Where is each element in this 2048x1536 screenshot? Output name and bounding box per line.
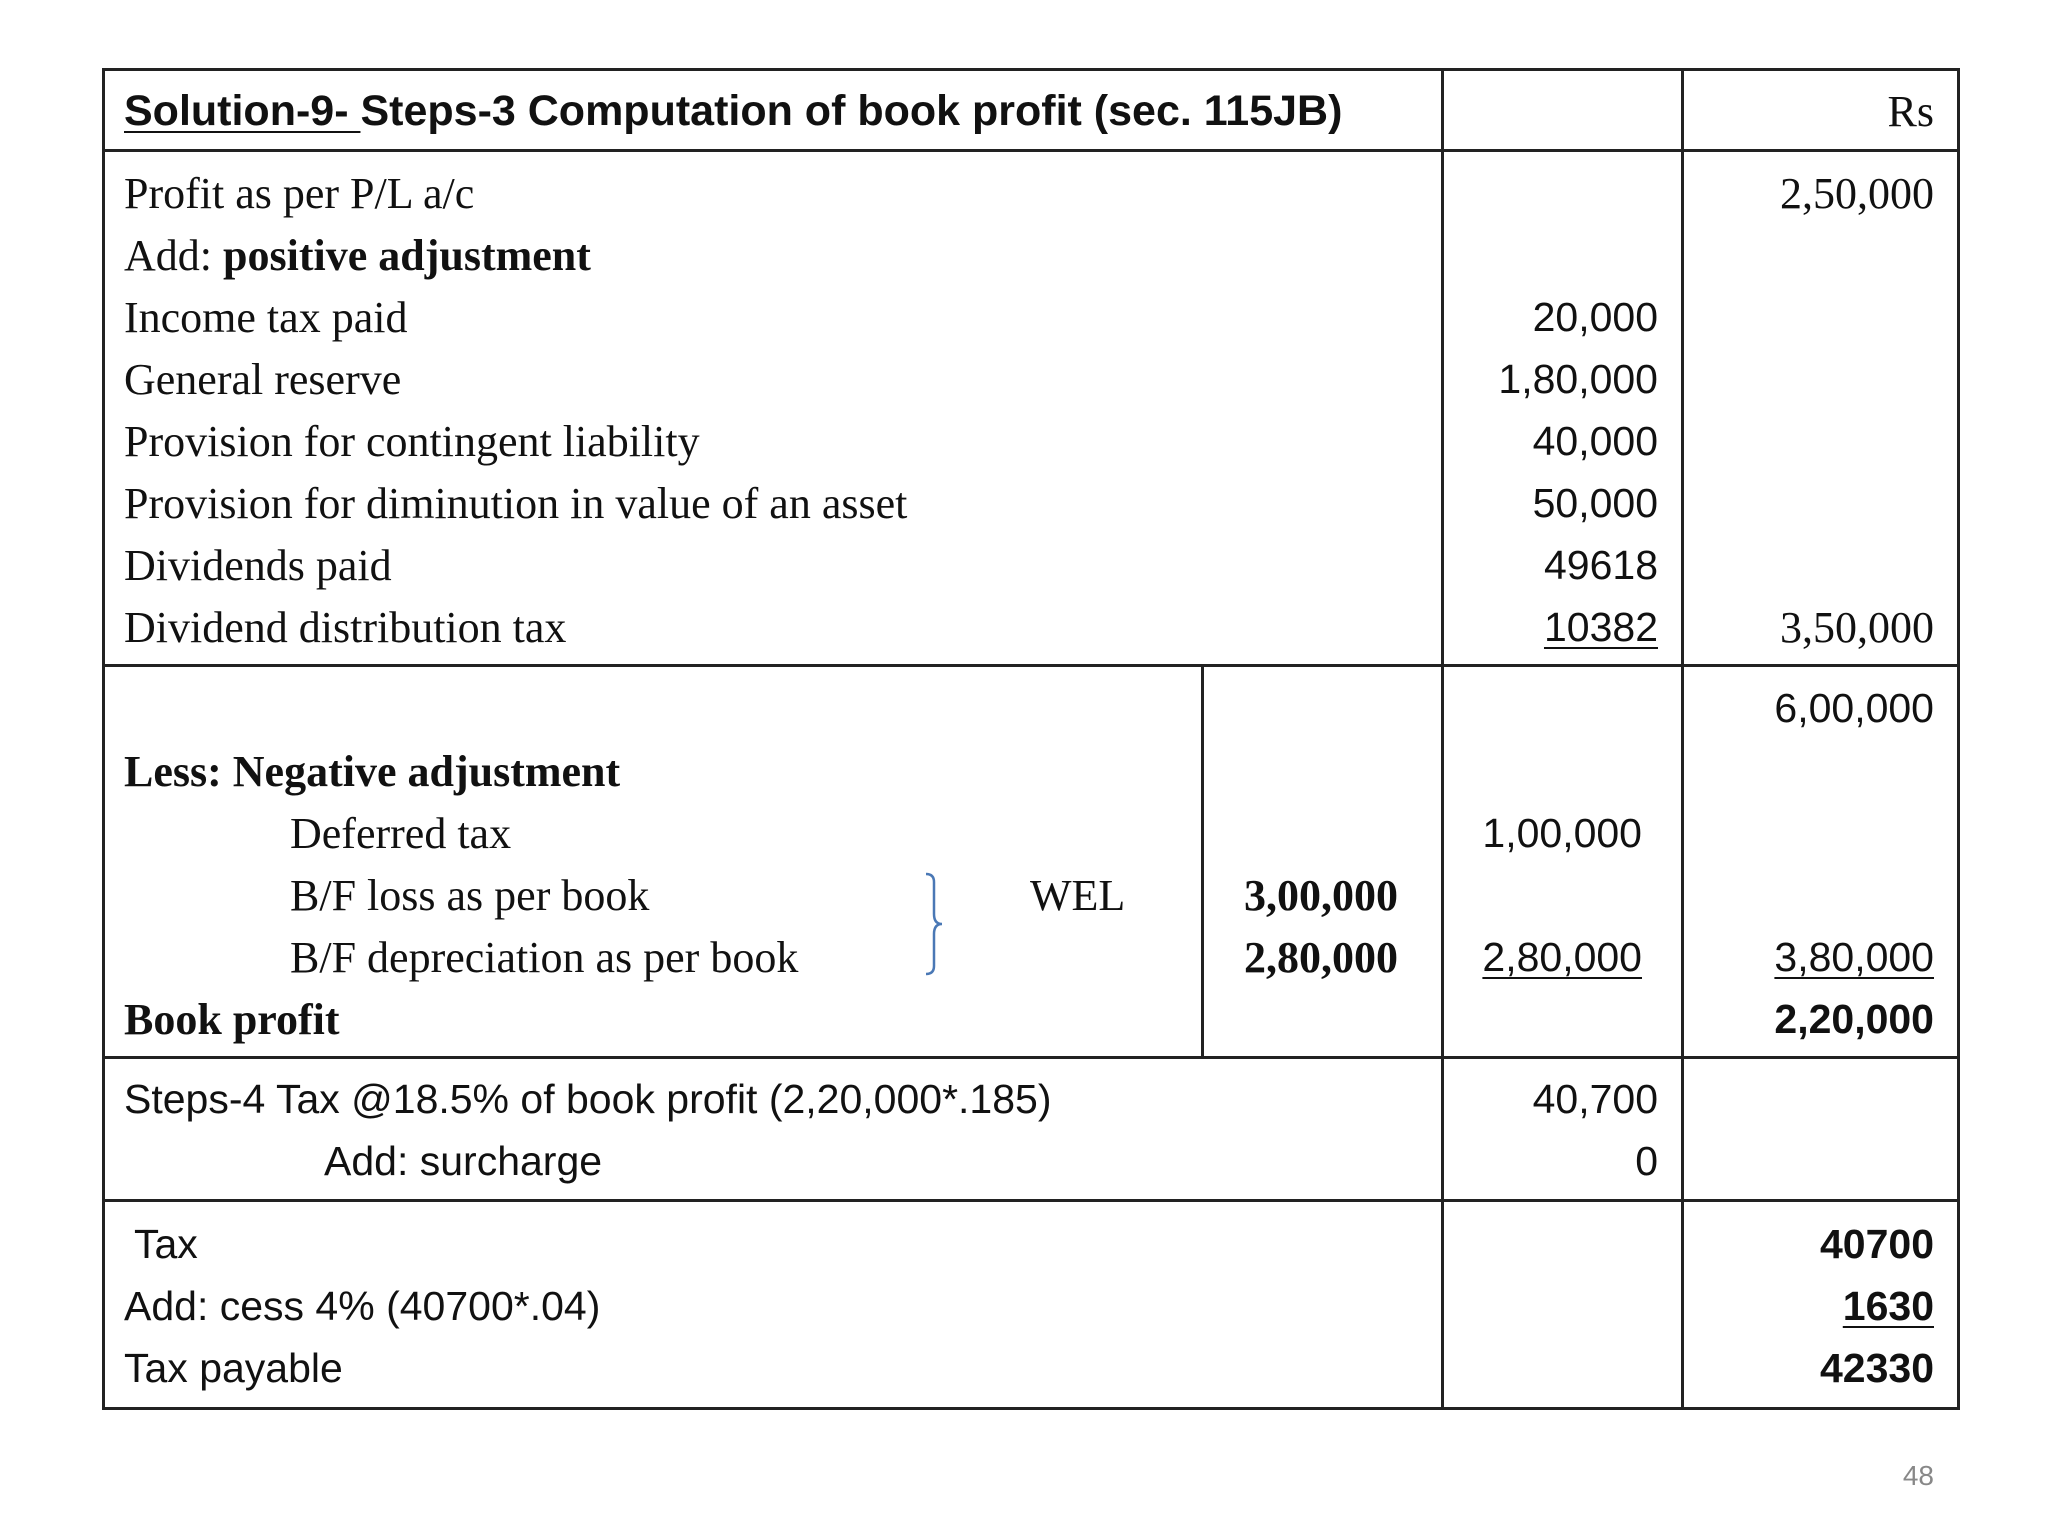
profit-value: 2,50,000 [1780, 169, 1934, 218]
tax-label: Tax [134, 1221, 198, 1267]
page-number: 48 [1902, 1460, 1934, 1491]
table-title [124, 87, 1343, 135]
add-total: 3,50,000 [1780, 603, 1934, 652]
brace-icon [922, 872, 946, 976]
adjustment-label-diminution: Provision for diminution in value of an asset [124, 479, 908, 528]
currency-label: Rs [1887, 87, 1934, 136]
tax-value: 40700 [1819, 1221, 1934, 1267]
book-profit-label: Book profit [124, 995, 340, 1044]
bf-loss-amount: 3,00,000 [1244, 871, 1398, 920]
add-heading-text: positive adjustment [223, 231, 591, 280]
surcharge-label: Add: surcharge [324, 1138, 603, 1184]
book-profit-value: 2,20,000 [1774, 996, 1934, 1042]
bf-depreciation-amount: 2,80,000 [1244, 933, 1398, 982]
adjustment-label-dividends: Dividends paid [124, 541, 392, 590]
add-heading [124, 231, 591, 280]
adjustment-label-ddt: Dividend distribution tax [124, 603, 567, 652]
column-divider-2 [1681, 68, 1684, 1410]
less-heading: Less: Negative adjustment [124, 747, 621, 796]
adjustment-value-diminution: 50,000 [1532, 480, 1658, 526]
cess-value: 1630 [1842, 1283, 1934, 1329]
title-steps-label: Steps-3 Computation of book profit (sec. 115JB) [360, 87, 1343, 135]
adjustment-label-general-reserve: General reserve [124, 355, 402, 404]
adjustment-value-contingent: 40,000 [1532, 418, 1658, 464]
adjustment-value-dividends: 49618 [1543, 542, 1658, 588]
deferred-tax-label: Deferred tax [290, 809, 512, 858]
tax-computation-label: Steps-4 Tax @18.5% of book profit (2,20,000*.185) [124, 1076, 1052, 1122]
adjustment-value-income-tax: 20,000 [1532, 294, 1658, 340]
column-divider-1 [1441, 68, 1444, 1410]
negative-total: 3,80,000 [1774, 934, 1934, 980]
adjustment-label-contingent: Provision for contingent liability [124, 417, 700, 466]
cess-label: Add: cess 4% (40700*.04) [124, 1283, 601, 1329]
tax-computation-value: 40,700 [1532, 1076, 1658, 1122]
column-divider-wel [1201, 664, 1204, 1058]
adjustment-value-ddt: 10382 [1543, 604, 1658, 650]
bf-depreciation-label: B/F depreciation as per book [290, 933, 799, 982]
tax-payable-value: 42330 [1819, 1345, 1934, 1391]
tax-payable-label: Tax payable [124, 1345, 343, 1391]
add-prefix: Add: [124, 231, 223, 280]
profit-label: Profit as per P/L a/c [124, 169, 475, 218]
deferred-tax-value: 1,00,000 [1482, 810, 1642, 856]
surcharge-value: 0 [1635, 1138, 1658, 1184]
bf-loss-label: B/F loss as per book [290, 871, 650, 920]
wel-value: 2,80,000 [1482, 934, 1642, 980]
adjustment-value-general-reserve: 1,80,000 [1498, 356, 1658, 402]
subtotal-value: 6,00,000 [1774, 685, 1934, 731]
title-solution-label: Solution-9- [124, 87, 361, 135]
adjustment-label-income-tax: Income tax paid [124, 293, 408, 342]
wel-label: WEL [1030, 871, 1126, 920]
